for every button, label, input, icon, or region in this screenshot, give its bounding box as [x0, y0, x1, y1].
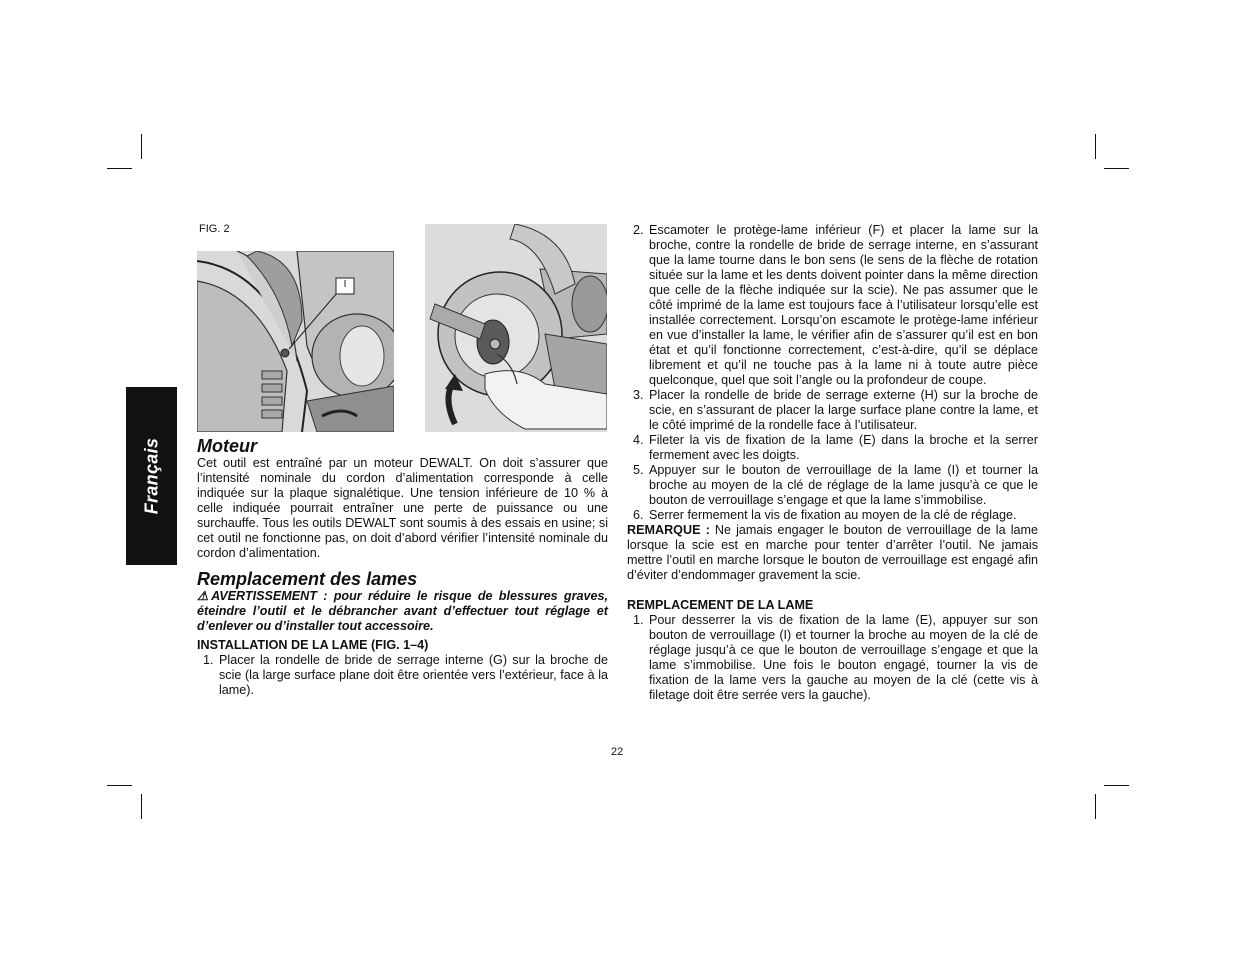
fig2-drawing — [197, 251, 394, 432]
crop-mark-bl-h — [107, 785, 132, 786]
replace-step: 1. Pour desserrer la vis de fixation de la lame (E), appuyer sur son bouton de verrouillage (I) et tourner la broche au moyen de la clé de réglage jusqu’à ce que le bouton de verrouillage s’engage et que la lame s’immobilise. Une fois le bouton engagé, tourner la vis de fixation de la lame vers la gauche au moyen de la clé (cette vis à filetage doit être serrée vers la gauche). — [633, 613, 1038, 702]
crop-mark-tr-v — [1095, 134, 1096, 159]
crop-mark-tr-h — [1104, 168, 1129, 169]
warning-icon: ⚠ — [197, 589, 212, 603]
left-column — [197, 436, 608, 698]
fig2-callout-i: I — [343, 279, 347, 290]
crop-mark-bl-v — [141, 794, 142, 819]
remplacement-heading: Remplacement des lames — [197, 569, 418, 589]
note-text: Ne jamais engager le bouton de verrouillage de la lame lorsque la scie est en marche pour tenter d’arrêter l’outil. Ne jamais mettre l’outil en marche lorsque le bouton de verrouillage est engagé afin d’éviter d’endommager gravement la scie. — [627, 523, 1038, 582]
fig3-drawing — [425, 224, 607, 432]
crop-mark-tl-v — [141, 134, 142, 159]
install-steps-left — [197, 653, 608, 698]
install-step: 5. Appuyer sur le bouton de verrouillage de la lame (I) et tourner la broche au moyen de la clé de réglage de la lame jusqu’à ce que le bouton de verrouillage s’engage et que la lame s’immobilise. — [633, 463, 1038, 507]
crop-mark-br-h — [1104, 785, 1129, 786]
right-column — [627, 223, 1038, 703]
install-step: 4. Fileter la vis de fixation de la lame (E) dans la broche et la serrer fermement avec les doigts. — [633, 433, 1038, 462]
fig2-label: FIG. 2 — [199, 223, 230, 235]
replace-steps — [627, 613, 1038, 703]
fig3-illustration — [425, 224, 607, 432]
language-tab-label: Français — [141, 437, 161, 515]
install-steps-right — [627, 223, 1038, 523]
warning-block — [197, 589, 608, 634]
fig2-illustration — [197, 251, 394, 432]
replace-heading: REMPLACEMENT DE LA LAME — [627, 598, 814, 612]
install-step: 6. Serrer fermement la vis de fixation au moyen de la clé de réglage. — [633, 508, 1017, 522]
moteur-heading: Moteur — [197, 436, 257, 456]
moteur-body: Cet outil est entraîné par un moteur DEWALT. On doit s’assurer que l’intensité nominale du cordon d’alimentation corresponde à celle indiquée sur la plaque signalétique. Une tension inférieure de 10 % à celle indiquée pourrait entraîner une perte de puissance ou une surchauffe. Tous les outils DEWALT sont soumis à des essais en usine; si cet outil ne fonctionne pas, on doit d’abord vérifier l’intensité nominale du cordon d’alimentation. — [197, 456, 608, 560]
install-step: 1. Placer la rondelle de bride de serrage interne (G) sur la broche de scie (la large surface plane doit être orientée vers l’extérieur, face à la lame). — [203, 653, 608, 697]
crop-mark-tl-h — [107, 168, 132, 169]
install-heading: INSTALLATION DE LA LAME (FIG. 1–4) — [197, 638, 429, 652]
page-number: 22 — [611, 746, 624, 758]
install-step: 2. Escamoter le protège-lame inférieur (F) et placer la lame sur la broche, contre la rondelle de bride de serrage interne, en s’assurant que la lame tourne dans le bon sens (le sens de la flèche de rotation située sur la lame et les dents doivent pointer dans la même direction que celle de la flèche indiquée sur la scie). Ne pas assumer que le côté imprimé de la lame est toujours face à l’utilisateur lorsqu’elle est installée correctement. Lorsqu’on escamote le protège-lame inférieur en vue d’installer la lame, le vérifier afin de s’assurer qu’il est en bon état et qu’il fonctionne correctement, c’est-à-dire, qu’il se déplace librement et qu’il ne touche pas à la lame ni à toute autre pièce quelconque, quel que soit l’angle ou la profondeur de coupe. — [633, 223, 1038, 387]
language-tab — [126, 387, 177, 565]
note-label: REMARQUE : — [627, 523, 710, 537]
install-step: 3. Placer la rondelle de bride de serrage externe (H) sur la broche de scie, en s’assurant de placer la large surface plane contre la lame, et le côté imprimé de la rondelle face à l’utilisateur. — [633, 388, 1038, 432]
note-paragraph — [627, 523, 1038, 583]
crop-mark-br-v — [1095, 794, 1096, 819]
warning-text: AVERTISSEMENT : pour réduire le risque de blessures graves, éteindre l’outil et le débrancher avant d’effectuer tout réglage et d’enlever ou d’installer tout accessoire. — [197, 589, 608, 633]
